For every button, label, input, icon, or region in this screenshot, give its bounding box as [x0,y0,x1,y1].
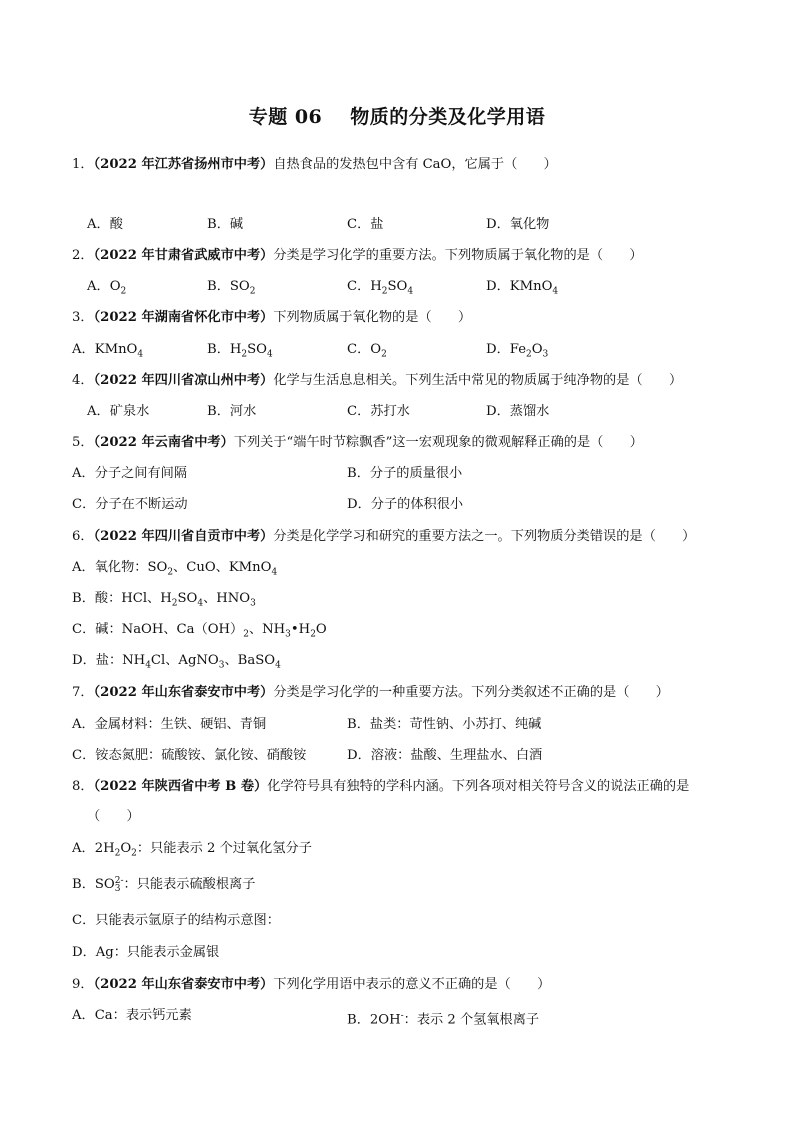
question-1-stem: 1．（2022 年江苏省扬州市中考）自热食品的发热包中含有 CaO，它属于（ ） [72,157,557,172]
q7-option-b: B．盐类：苛性钠、小苏打、纯碱 [347,717,542,732]
q4-option-b: B．河水 [207,404,257,419]
q7-option-d: D．溶液：盐酸、生理盐水、白酒 [347,748,543,763]
title-text: 物质的分类及化学用语 [350,106,546,128]
q7-option-a: A．金属材料：生铁、硬铝、青铜 [72,717,267,732]
q4-option-c: C．苏打水 [347,404,410,419]
q6-option-a: A．氧化物：$SO_2$、CuO、KMnO$_4$ [72,560,278,578]
q4-option-d: D．蒸馏水 [486,404,550,419]
question-5-stem: 5．（2022 年云南省中考）下列关于“端午时节粽飘香”这一宏观现象的微观解释正确的是（ ） [72,435,643,450]
q1-option-c: C．盐 [347,217,384,232]
q3-option-c: C．$O_2$ [347,342,387,360]
q5-option-c: C．分子在不断运动 [72,497,188,512]
q2-option-c: C．$H_2SO_4$ [347,279,414,297]
title-number: 专题 06 [248,106,323,128]
q1-option-d: D．氧化物 [486,217,550,232]
question-9-stem: 9．（2022 年山东省泰安市中考）下列化学用语中表示的意义不正确的是（ ） [72,977,551,992]
q2-option-b: B．$SO_2$ [207,279,256,297]
q5-option-d: D．分子的体积很小 [347,497,464,512]
q9-option-b: B．2OH-：表示 2 个氢氧根离子 [347,1011,540,1028]
q6-option-c: C．碱：NaOH、$Ca(OH)_2$、$NH_3•H_2O$ [72,622,327,640]
q9-option-a: A．Ca：表示钙元素 [72,1008,192,1023]
q8-option-a: A．$2H_2O_2$：只能表示 2 个过氧化氢分子 [72,841,312,859]
q8-option-c: C．只能表示氩原子的结构示意图： [72,913,280,928]
q3-option-a: A．KMnO$_4$ [72,342,144,360]
question-3-stem: 3．（2022 年湖南省怀化市中考）下列物质属于氧化物的是（ ） [72,310,472,325]
q3-option-b: B．$H_2SO_4$ [207,342,273,360]
q4-option-a: A．矿泉水 [87,404,150,419]
q2-option-d: D．KMnO$_4$ [486,279,559,297]
q6-option-b: B．酸：HCl、$H_2SO_4$、$HNO_3$ [72,591,256,609]
q1-option-a: A．酸 [87,217,123,232]
question-2-stem: 2．（2022 年甘肃省武威市中考）分类是学习化学的重要方法。下列物质属于氧化物的是（ ） [72,248,643,263]
q3-option-d: D．$Fe_2O_3$ [486,342,549,360]
q6-option-d: D．盐：$NH_4Cl$、AgNO$_3$、BaSO$_4$ [72,653,281,671]
q8-option-d: D．Ag：只能表示金属银 [72,945,220,960]
q1-option-b: B．碱 [207,217,244,232]
q5-option-b: B．分子的质量很小 [347,466,463,481]
q7-option-c: C．铵态氮肥：硫酸铵、氯化铵、硝酸铵 [72,748,307,763]
page-title [0,102,794,129]
question-8-stem: 8．（2022 年陕西省中考 B 卷）化学符号具有独特的学科内涵。下列各项对相关符号含义的说法正确的是 [72,779,690,794]
q8-option-b: B．SO 2- 3 ：只能表示硫酸根离子 [72,875,256,894]
q2-option-a: A．$O_2$ [87,279,127,297]
question-7-stem: 7．（2022 年山东省泰安市中考）分类是学习化学的一种重要方法。下列分类叙述不正确的是（ ） [72,685,669,700]
question-4-stem: 4．（2022 年四川省凉山州中考）化学与生活息息相关。下列生活中常见的物质属于纯净物的是（ ） [72,373,683,388]
question-8-brackets: （ ） [87,809,140,824]
question-6-stem: 6．（2022 年四川省自贡市中考）分类是化学学习和研究的重要方法之一。下列物质分类错误的是（ ） [72,529,696,544]
q5-option-a: A．分子之间有间隔 [72,466,188,481]
